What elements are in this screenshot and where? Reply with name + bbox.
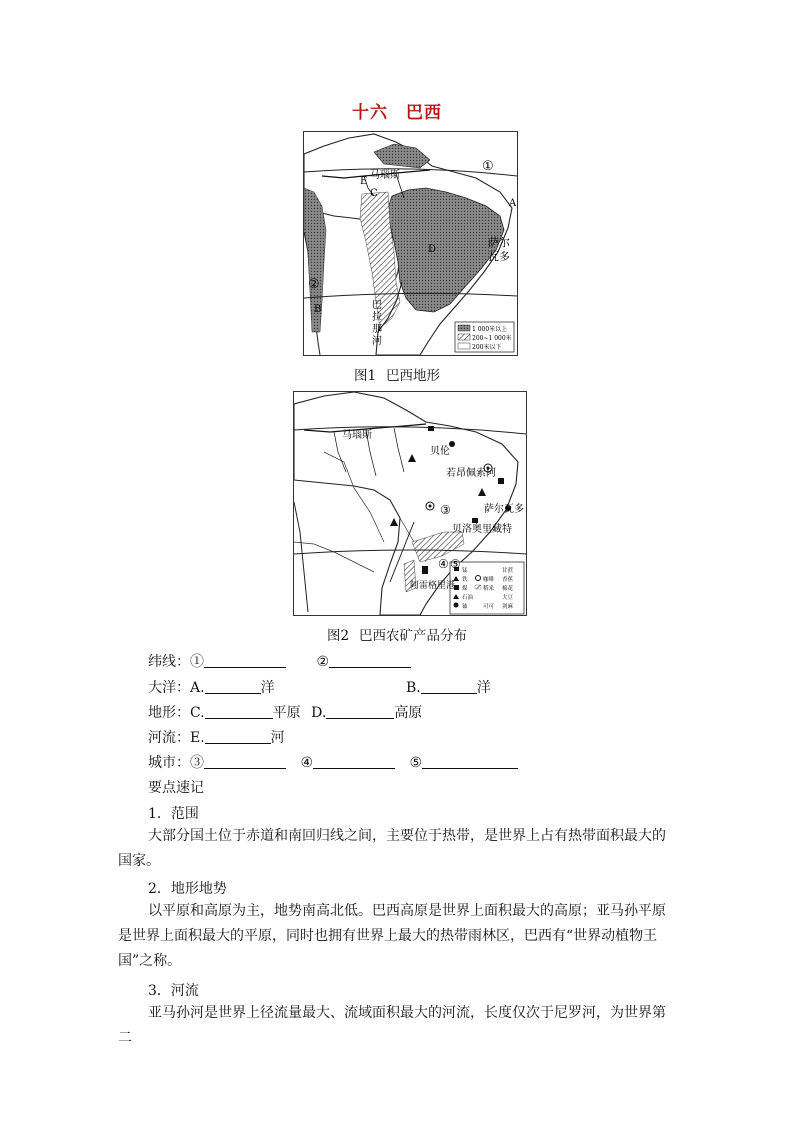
- title-name: 巴西: [406, 103, 442, 123]
- terrain-c-suffix: 平原: [272, 705, 301, 721]
- label-river-4: 河: [372, 336, 382, 347]
- ocean-label: 大洋：: [148, 680, 190, 696]
- terrain-c-blank[interactable]: [205, 705, 273, 719]
- river-label: 河流：: [148, 730, 190, 746]
- label-manaus-2: 马瑙斯: [342, 430, 372, 441]
- label-E: E: [360, 176, 368, 187]
- latitude-2-marker: ②: [316, 654, 330, 670]
- label-salvador-1: 萨尔: [488, 236, 510, 249]
- city-3-blank[interactable]: [204, 755, 286, 769]
- section-2-title: 2．地形地势: [148, 881, 227, 897]
- page-title: [0, 98, 794, 123]
- figure2-caption-text: 巴西农矿产品分布: [359, 628, 468, 644]
- title-number: 十六: [352, 103, 388, 123]
- question-river: [148, 727, 285, 747]
- latitude-label: 纬线：: [148, 654, 190, 670]
- question-terrain: [148, 702, 422, 722]
- legend-sisal: 剑麻: [502, 604, 514, 610]
- question-ocean: [148, 677, 275, 697]
- terrain-map: [303, 131, 518, 356]
- label-circle-5: ⑤: [450, 557, 461, 571]
- question-ocean-b: [406, 677, 491, 697]
- legend-uranium: 铀: [462, 604, 468, 610]
- figure1-caption: [0, 364, 794, 384]
- ocean-a-blank[interactable]: [205, 680, 261, 694]
- river-e-blank[interactable]: [205, 730, 271, 744]
- river-suffix: 河: [270, 730, 285, 746]
- legend-2: 200~1 000米: [472, 335, 512, 342]
- label-circle-3: ③: [440, 503, 451, 517]
- legend-iron: 铁: [462, 577, 468, 583]
- label-salvador-2: 萨尔瓦多: [484, 504, 524, 515]
- city-3-marker: ③: [190, 755, 204, 771]
- city-4-blank[interactable]: [313, 755, 395, 769]
- legend-manganese: 锰: [462, 568, 468, 574]
- section-1-title: 1．范围: [148, 806, 199, 822]
- legend-1: 1 000米以上: [472, 326, 508, 333]
- terrain-map-drawing: [304, 132, 517, 355]
- label-circle-1: ①: [482, 159, 494, 174]
- terrain-d-suffix: 高原: [394, 705, 423, 721]
- terrain-label: 地形：: [148, 705, 190, 721]
- label-manaus: 马瑙斯: [370, 170, 400, 181]
- terrain-d-marker: D.: [311, 705, 327, 721]
- question-city: [148, 752, 518, 772]
- ocean-b-suffix: 洋: [476, 680, 491, 696]
- legend-soybean: 大豆: [502, 595, 514, 601]
- city-label: 城市：: [148, 755, 190, 771]
- figure1-caption-num: 图1: [353, 368, 377, 384]
- terrain-d-blank[interactable]: [326, 705, 394, 719]
- figure2-caption: [0, 624, 794, 644]
- city-5-blank[interactable]: [422, 755, 518, 769]
- label-salvador-2: 瓦多: [488, 250, 510, 263]
- label-river-2: 拉: [372, 312, 382, 323]
- latitude-2-blank[interactable]: [329, 654, 411, 668]
- label-river-3: 那: [372, 324, 382, 335]
- legend-cotton: 棉花: [502, 586, 514, 592]
- ocean-b-marker: B.: [406, 680, 421, 696]
- section-3-text: 亚马孙河是世界上径流量最大、流域面积最大的河流，长度仅次于尼罗河，为世界第二: [118, 1005, 666, 1046]
- label-A: A: [509, 198, 517, 209]
- label-belo-horizonte: 贝洛奥里藏特: [452, 524, 512, 535]
- products-map-drawing: [294, 392, 526, 615]
- legend-oil: 石油: [462, 595, 474, 601]
- ocean-b-blank[interactable]: [421, 680, 477, 694]
- legend-sugarcane: 甘蔗: [502, 568, 514, 574]
- question-latitude: [148, 651, 411, 671]
- legend-3: 200米以下: [472, 344, 502, 351]
- label-D: D: [428, 244, 437, 255]
- section-3-title: 3．河流: [148, 983, 199, 999]
- terrain-c-marker: C.: [190, 705, 205, 721]
- legend-banana: 香蕉: [502, 577, 514, 583]
- ocean-a-marker: A.: [190, 680, 205, 696]
- legend-rice: 稻米: [483, 586, 495, 592]
- river-e-marker: E.: [190, 730, 205, 746]
- latitude-1-blank[interactable]: [204, 654, 286, 668]
- ocean-a-suffix: 洋: [260, 680, 275, 696]
- legend-cocoa: 可可: [483, 604, 495, 610]
- label-joao-pessoa: 若昂佩索阿: [446, 468, 496, 479]
- city-5-marker: ⑤: [409, 755, 423, 771]
- legend-coal: 煤: [462, 586, 468, 592]
- figure1-caption-text: 巴西地形: [386, 368, 441, 384]
- label-belem: 贝伦: [430, 446, 450, 457]
- section-1-text: 大部分国土位于赤道和南回归线之间，主要位于热带，是世界上占有热带面积最大的国家。: [118, 828, 666, 869]
- label-circle-4: ④: [438, 557, 449, 571]
- figure2-caption-num: 图2: [326, 628, 350, 644]
- section-2-text: 以平原和高原为主，地势南高北低。巴西高原是世界上面积最大的高原；亚马孙平原是世界上面积最大的平原，同时也拥有世界上最大的热带雨林区，巴西有“世界动植物王国”之称。: [118, 903, 666, 969]
- notes-heading: 要点速记: [148, 780, 204, 796]
- label-river-1: 巴: [372, 300, 382, 311]
- label-C: C: [370, 188, 378, 199]
- label-circle-2: ②: [308, 277, 320, 292]
- products-map: [293, 391, 527, 616]
- legend-coffee: 咖啡: [483, 577, 495, 583]
- city-4-marker: ④: [300, 755, 314, 771]
- latitude-1-marker: ①: [190, 654, 204, 670]
- label-porto-alegre: 阿雷格里港: [410, 581, 456, 591]
- label-B: B: [314, 304, 322, 315]
